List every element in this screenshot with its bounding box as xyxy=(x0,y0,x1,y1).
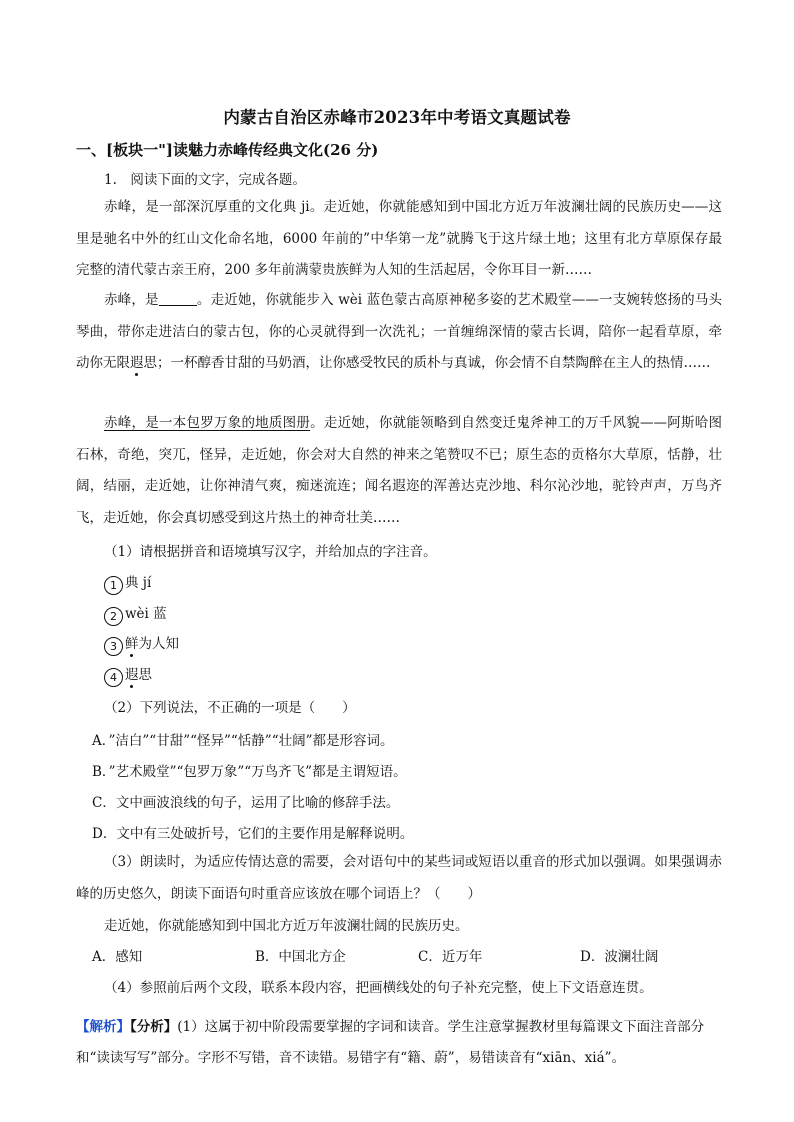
sub3-option-d: D．波澜壮阔 xyxy=(580,949,659,965)
option-c: C．文中画波浪线的句子，运用了比喻的修辞手法。 xyxy=(92,795,400,811)
sub-question-3: （3）朗读时，为适应传情达意的需要，会对语句中的某些词或短语以重音的形式加以强调。如果强调赤峰的历史悠久，朗读下面语句时重音应该放在哪个词语上？（ ） xyxy=(76,854,722,902)
item-1 xyxy=(104,571,151,595)
option-d: D．文中有三处破折号，它们的主要作用是解释说明。 xyxy=(92,826,414,842)
circled-number: 3 xyxy=(104,637,123,656)
analysis-tag: 【解析】 xyxy=(76,1019,130,1035)
item-text: 典 jí xyxy=(125,575,152,591)
section-heading: 一、[板块一"]读魅力赤峰传经典文化(26 分) xyxy=(76,141,379,159)
option-b: B．”艺术殿堂”“包罗万象”“万鸟齐飞”都是主谓短语。 xyxy=(92,764,407,780)
passage-paragraph-3 xyxy=(76,408,722,534)
sub-question-1: （1）请根据拼音和语境填写汉字，并给加点的字注音。 xyxy=(104,544,437,560)
item-text: 思 xyxy=(138,667,152,683)
item-4 xyxy=(104,663,152,687)
item-3 xyxy=(104,632,179,656)
sub3-sentence: 走近她，你就能感知到中国北方近万年波澜壮阔的民族历史。 xyxy=(104,918,469,934)
dotted-char: 鲜 xyxy=(125,636,139,652)
p2-part-b: 。走近她，你就能步入 wèi 蓝色蒙古高原神秘多姿的艺术殿堂——一支婉转悠扬的马头琴曲，带你走进洁白的蒙古包，你的心灵就得到一次洗礼；一首缠绵深情的蒙古长调，陪你一起看草原，牵动你无限 xyxy=(76,292,723,371)
item-2 xyxy=(104,602,167,626)
passage-paragraph-2 xyxy=(76,285,722,380)
p2-part-a: 赤峰，是 xyxy=(104,292,159,308)
sub-question-2: （2）下列说法，不正确的一项是（ ） xyxy=(104,700,356,716)
dotted-char: 遐 xyxy=(130,355,144,371)
sub3-option-a: A．感知 xyxy=(92,949,143,965)
item-text: wèi 蓝 xyxy=(125,606,167,622)
item-text: 为人知 xyxy=(138,636,179,652)
question-1-prompt: 1. 阅读下面的文字，完成各题。 xyxy=(104,172,306,188)
passage-paragraph-1: 赤峰，是一部深沉厚重的文化典 ji。走近她，你就能感知到中国北方近万年波澜壮阔的民族历史——这里是驰名中外的红山文化命名地，6000 年前的”中华第一龙”就腾飞于这片绿土地；这里有北方草原保存最完整的清代蒙古亲王府，200 多年前满蒙贵族鲜为人知的生活起居，令你耳目一新…… xyxy=(76,199,722,278)
sub-question-4: （4）参照前后两个文段，联系本段内容，把画横线处的句子补充完整，使上下文语意连贯。 xyxy=(104,980,653,996)
sub3-option-c: C．近万年 xyxy=(418,949,483,965)
fill-blank xyxy=(159,291,197,306)
analysis-text: (1）这属于初中阶段需要掌握的字词和读音。学生注意掌握教材里每篇课文下面注音部分和“读读写写”部分。字形不写错，音不读错。易错字有“籍、蔚”，易错读音有“xiān、xiá”。 xyxy=(76,1019,705,1066)
option-a: A．”洁白”“甘甜”“怪异”“恬静”“壮阔”都是形容词。 xyxy=(92,733,394,749)
fenxi-tag: 【分析】 xyxy=(130,1019,178,1035)
sub3-option-b: B．中国北方企 xyxy=(255,949,346,965)
dotted-char: 遐 xyxy=(125,667,139,683)
analysis-block xyxy=(76,1012,722,1074)
circled-number: 1 xyxy=(104,576,123,595)
circled-number: 2 xyxy=(104,607,123,626)
circled-number: 4 xyxy=(104,668,123,687)
p3-rest: 。走近她，你就能领略到自然变迁鬼斧神工的万千风貌——阿斯哈图石林，奇绝，突兀，怪异，走近她，你会对大自然的神来之笔赞叹不已；原生态的贡格尔大草原，恬静，壮阔，结丽，走近她，让你神清气爽，痴迷流连；闻名遐迩的浑善达克沙地、科尔沁沙地，驼铃声声，万鸟齐飞，走近她，你会真切感受到这片热土的神奇壮美…… xyxy=(76,415,723,526)
p2-part-c: 思；一杯醇香甘甜的马奶酒，让你感受牧民的质朴与真诚，你会情不自禁陶醉在主人的热情…… xyxy=(143,355,711,371)
exam-title: 内蒙古自治区赤峰市2023年中考语文真题试卷 xyxy=(223,108,571,127)
underlined-sentence: 赤峰，是一本包罗万象的地质图册 xyxy=(104,415,311,431)
